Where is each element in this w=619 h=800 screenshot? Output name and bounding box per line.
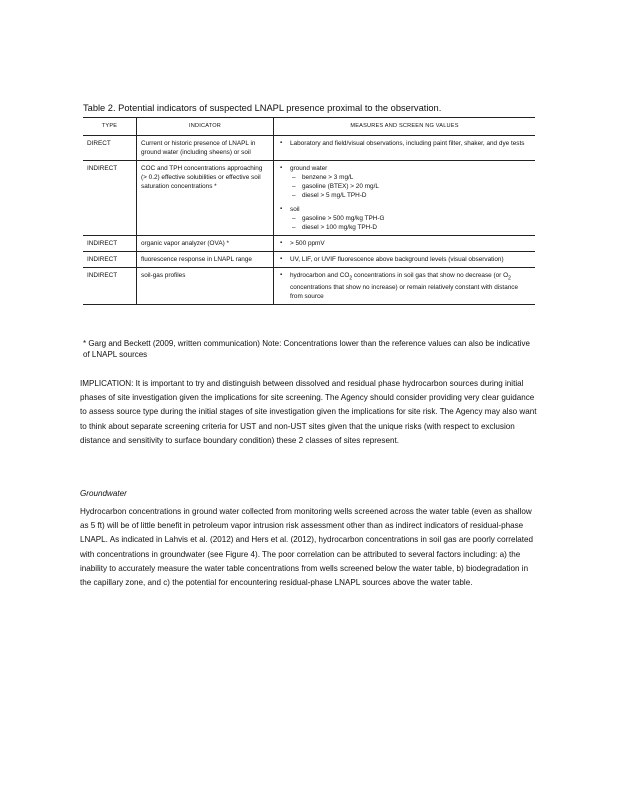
row-type: INDIRECT — [83, 236, 137, 252]
table-row — [83, 252, 535, 268]
row-type: INDIRECT — [83, 268, 137, 305]
header-indicator: INDICATOR — [137, 118, 274, 136]
row-type: DIRECT — [83, 136, 137, 161]
row-type: INDIRECT — [83, 252, 137, 268]
table-row — [83, 268, 535, 305]
ground-water-item: – gasoline (BTEX) > 20 mg/L — [278, 182, 531, 191]
table-row — [83, 136, 535, 161]
measure-item: ▪ UV, LIF, or UVIF fluorescence above background levels (visual observation) — [278, 255, 531, 264]
row-indicator: Current or historic presence of LNAPL in ground water (including sheens) or soil — [137, 136, 274, 161]
lnapl-indicators-table — [83, 117, 535, 305]
row-measures — [274, 136, 536, 161]
header-measures: MEASURES AND SCREEN NG VALUES — [274, 118, 536, 136]
row-measures — [274, 236, 536, 252]
section-heading: Groundwater — [80, 489, 127, 498]
table-header-row — [83, 118, 535, 136]
groundwater-paragraph: Hydrocarbon concentrations in ground water collected from monitoring wells screened across the water table (even as shallow as 5 ft) will be of little benefit in petroleum vapor intrusion risk assessment other than as indirect indicators of residual-phase LNAPL. As indicated in Lahvis et al. (2012) and Hers et al. (2012), hydrocarbon concentrations in soil gas are poorly correlated with concentrations in groundwater (see Figure 4). The poor correlation can be attributed to several factors including: a) the inability to accurately measure the water table concentrations from wells screened below the water table, b) biodegradation in the capillary zone, and c) the potential for encountering residual-phase LNAPL sources above the water table. — [80, 507, 534, 588]
table-row — [83, 236, 535, 252]
measure-item: ▪ > 500 ppmV — [278, 239, 531, 248]
row-measures — [274, 161, 536, 236]
row-type: INDIRECT — [83, 161, 137, 236]
implication-paragraph: IMPLICATION: It is important to try and distinguish between dissolved and residual phase hydrocarbon sources during initial phases of site investigation given the implications for site screening. The Agency should consider providing very clear guidance to assess source type during the initial stages of site investigation given the implications for site risk. The Agency may also want to think about separate screening criteria for UST and non-UST sites given that the unique risks (with respect to exclusion distance and sensitivity to surface boundary condition) these 2 classes of sites represent. — [80, 379, 537, 445]
row-measures — [274, 252, 536, 268]
soil-item: – diesel > 100 mg/kg TPH-D — [278, 223, 531, 232]
table-caption: Table 2. Potential indicators of suspected LNAPL presence proximal to the observation. — [83, 103, 442, 113]
row-indicator: organic vapor analyzer (OVA) * — [137, 236, 274, 252]
ground-water-item: – diesel > 5 mg/L TPH-D — [278, 191, 531, 200]
soil-item: – gasoline > 500 mg/kg TPH-G — [278, 214, 531, 223]
row-indicator: COC and TPH concentrations approaching (> 0.2) effective solubilities or effective soil saturation concentrations * — [137, 161, 274, 236]
soil-label: ▪ soil — [278, 205, 531, 214]
ground-water-label: ▪ ground water — [278, 164, 531, 173]
ground-water-item: – benzene > 3 mg/L — [278, 173, 531, 182]
row-indicator: soil-gas profiles — [137, 268, 274, 305]
measure-item: ▪ Laboratory and field/visual observations, including paint filter, shaker, and dye tests — [278, 139, 531, 148]
header-type: TYPE — [83, 118, 137, 136]
measure-item: ▪ hydrocarbon and $CO_2$ concentrations in soil gas that show no decrease (or $O_2$ concentrations that show no increase) or remain relatively constant with distance from source — [278, 271, 531, 301]
row-measures — [274, 268, 536, 305]
table-row — [83, 161, 535, 236]
row-indicator: fluorescence response in LNAPL range — [137, 252, 274, 268]
table-footnote: * Garg and Beckett (2009, written communication) Note: Concentrations lower than the reference values can also be indicative of LNAPL sources — [83, 339, 530, 359]
